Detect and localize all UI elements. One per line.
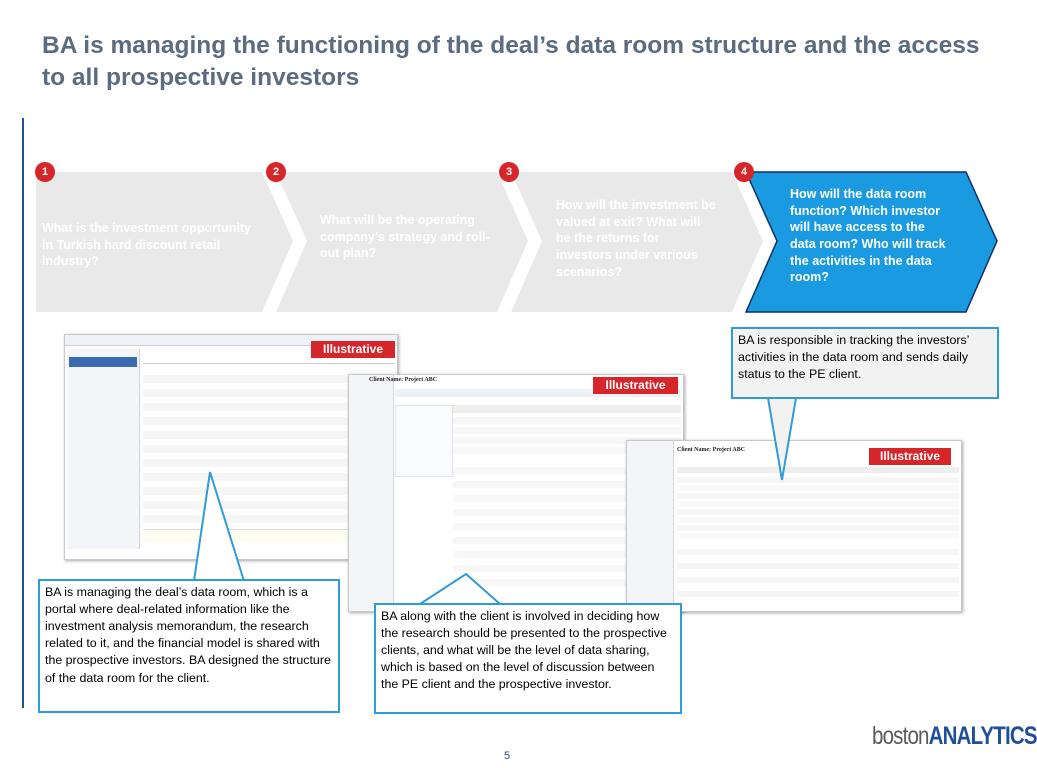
step-1-text: What is the investment opportunity in Turkish hard discount retail industry? xyxy=(42,221,252,269)
step-4-text: How will the data room function? Which investor will have access to the data room? Who will track the activities in the data room? xyxy=(790,187,946,285)
data-room-screenshot-3 xyxy=(626,440,962,612)
company-logo: bostonANALYTICS xyxy=(872,722,1037,750)
callout-tracking: BA is responsible in tracking the investors’ activities in the data room and sends daily status to the PE client. xyxy=(731,327,999,399)
screenshot-3-header: Client Name: Project ABC xyxy=(677,447,746,453)
step-badge-1: 1 xyxy=(35,162,55,182)
step-badge-3: 3 xyxy=(499,162,519,182)
callout-research-presentation: BA along with the client is involved in deciding how the research should be presented to the prospective clients, and what will be the level of data sharing, which is based on the level of discussion between the PE client and the prospective investor. xyxy=(374,603,682,714)
illustrative-badge-3: Illustrative xyxy=(869,448,951,465)
step-badge-2: 2 xyxy=(266,162,286,182)
illustrative-badge-2: Illustrative xyxy=(593,377,678,394)
page-number: 5 xyxy=(504,750,511,762)
step-3-text: How will the investment be valued at exit? What will be the returns for investors under various scenarios? xyxy=(556,198,716,279)
illustrative-badge-1: Illustrative xyxy=(311,341,395,358)
page-title: BA is managing the functioning of the deal’s data room structure and the access to all prospective investors xyxy=(42,32,980,91)
step-badge-4: 4 xyxy=(734,162,754,182)
screenshot-2-header: Client Name: Project ABC xyxy=(369,377,438,383)
callout-data-room-management: BA is managing the deal’s data room, which is a portal where deal-related information like the investment analysis memorandum, the research related to it, and the financial model is shared with the prospective investors. BA designed the structure of the data room for the client. xyxy=(38,579,340,713)
step-2-text: What will be the operating company’s strategy and roll-out plan? xyxy=(320,213,490,261)
